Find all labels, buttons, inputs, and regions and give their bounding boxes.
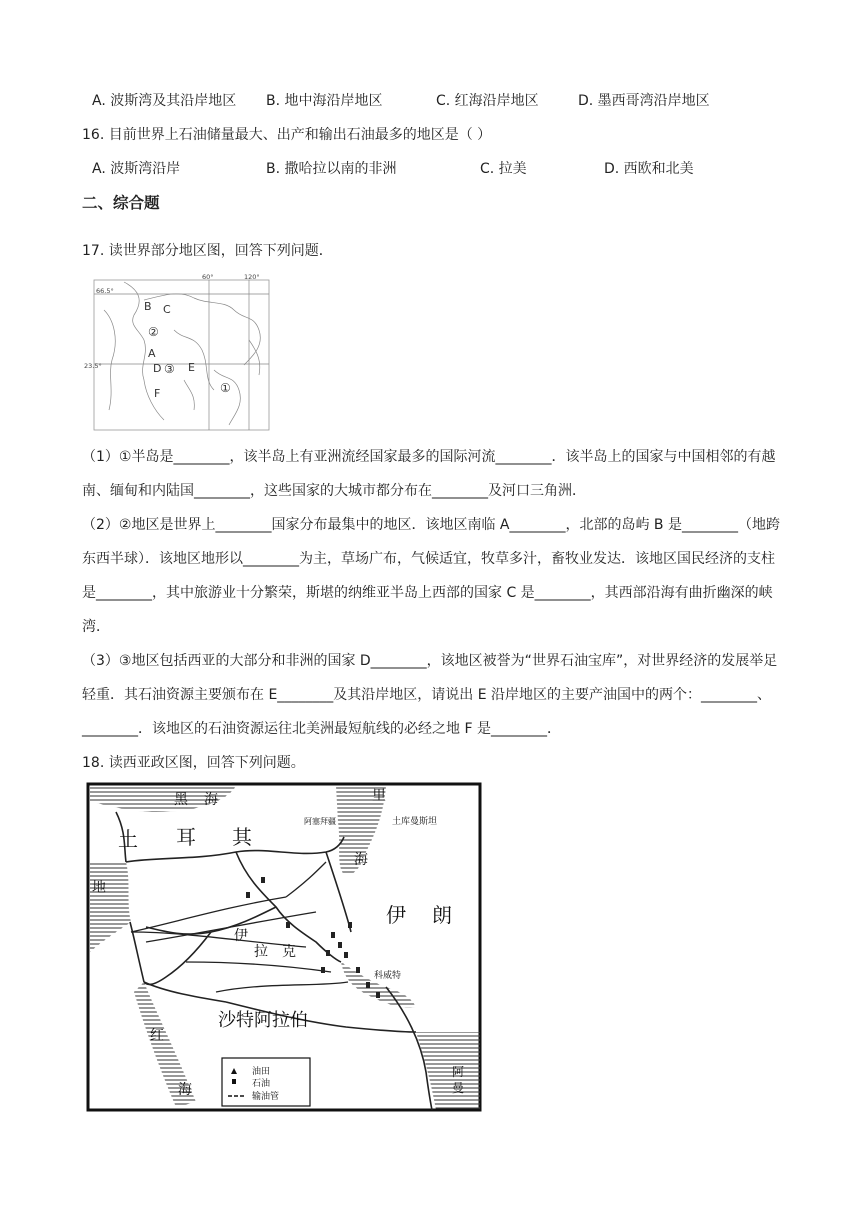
q16-option-a: A. 波斯湾沿岸 (92, 161, 181, 177)
q17-part-2: （2）②地区是世界上________国家分布最集中的地区．该地区南临 A________，北部的岛屿 B 是________（地跨东西半球）．该地区地形以________为主，草场广布，气候适宜，牧草多汁，畜牧业发达．该地区国民经济的支柱是________，其中旅游业十分繁荣，斯堪的纳维亚半岛上西部的国家 C 是________，其西部沿海有曲折幽深的峡湾． (82, 517, 780, 635)
q17-part-1: （1）①半岛是________，该半岛上有亚洲流经国家最多的国际河流________．该半岛上的国家与中国相邻的有越南、缅甸和内陆国________，这些国家的大城市都分布在________及河口三角洲． (82, 449, 776, 499)
q17-stem: 17. 读世界部分地区图，回答下列问题． (82, 243, 333, 259)
oman-label-1: 阿 (452, 1065, 465, 1079)
q16-option-c: C. 拉美 (480, 161, 527, 177)
lon-60-label: 60° (202, 273, 214, 281)
legend-oil: 石油 (252, 1079, 271, 1089)
map-label-c: C (163, 303, 171, 316)
iraq-label-3: 克 (282, 944, 296, 960)
caspian-label: 里 (372, 788, 386, 804)
black-sea-label-2: 海 (204, 792, 218, 808)
red-sea-label-2: 海 (178, 1082, 192, 1098)
world-region-map (84, 270, 274, 433)
iran-label-2: 朗 (432, 903, 452, 927)
q18-stem: 18. 读西亚政区图，回答下列问题。 (82, 755, 305, 771)
q15-option-b: B. 地中海沿岸地区 (266, 93, 383, 109)
lat-23-label: 23.5° (84, 362, 102, 370)
q16-option-d: D. 西欧和北美 (604, 161, 694, 177)
oil-legend-icon (232, 1079, 236, 1084)
saudi-label: 沙特阿拉伯 (218, 1010, 308, 1031)
map-label-2: ② (148, 325, 159, 339)
caspian-label-2: 海 (354, 852, 368, 868)
q16-stem: 16. 目前世界上石油储量最大、出产和输出石油最多的地区是（ ） (82, 127, 492, 143)
q15-option-c: C. 红海沿岸地区 (436, 93, 539, 109)
turkey-label-2: 耳 (176, 825, 196, 849)
map-label-1: ① (220, 381, 231, 395)
turkey-label-1: 土 (118, 827, 138, 851)
turkmenistan-label: 土库曼斯坦 (392, 817, 438, 827)
map-label-d: D (153, 362, 162, 375)
oman-label-2: 曼 (452, 1081, 465, 1095)
iraq-label-1: 伊 (234, 928, 248, 944)
legend-pipeline: 输油管 (252, 1092, 280, 1102)
azerbaijan-label: 阿塞拜疆 (304, 817, 336, 826)
q15-option-d: D. 墨西哥湾沿岸地区 (578, 93, 710, 109)
section-title: 二、综合题 (82, 194, 160, 212)
lon-120-label: 120° (244, 273, 260, 281)
iran-label-1: 伊 (386, 903, 406, 927)
red-sea-label-1: 红 (150, 1028, 164, 1044)
map-label-b: B (144, 300, 152, 313)
legend-oilfield: 油田 (252, 1067, 271, 1077)
mediterranean-label: 地 (92, 880, 106, 896)
map-label-f: F (154, 387, 161, 400)
turkey-label-3: 其 (232, 825, 252, 849)
q17-part-3: （3）③地区包括西亚的大部分和非洲的国家 D________，该地区被誉为“世界石油宝库”，对世界经济的发展举足轻重．其石油资源主要颁布在 E________及其沿岸地区，请说出 E 沿岸地区的主要产油国中的两个：________、________．该地区的石油资源运往北美洲最短航线的必经之地 F 是________． (82, 653, 778, 737)
black-sea-label: 黑 (174, 792, 188, 808)
q15-option-a: A. 波斯湾及其沿岸地区 (92, 93, 237, 109)
iraq-label-2: 拉 (254, 944, 268, 960)
map-label-a: A (148, 347, 156, 360)
lat-66-label: 66.5° (96, 287, 114, 295)
map-label-e: E (188, 361, 195, 374)
west-asia-map (86, 782, 482, 1112)
kuwait-label: 科威特 (374, 971, 402, 981)
map-label-3: ③ (164, 362, 175, 376)
q16-option-b: B. 撒哈拉以南的非洲 (266, 161, 397, 177)
